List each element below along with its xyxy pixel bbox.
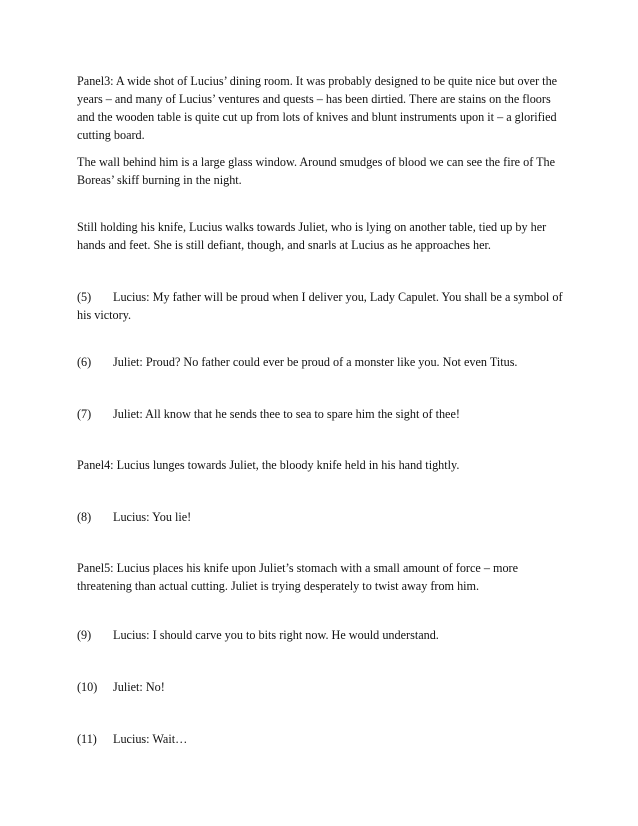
panel5-description: Panel5: Lucius places his knife upon Juliet’s stomach with a small amount of force – more threatening than actual cutting. Juliet is trying desperately to twist away from him.	[77, 561, 519, 593]
line-text: Lucius: I should carve you to bits right now. He would understand.	[113, 628, 439, 642]
panel4-description: Panel4: Lucius lunges towards Juliet, the bloody knife held in his hand tightly.	[77, 458, 460, 472]
line-text: Juliet: No!	[113, 680, 165, 694]
line-number: (8)	[77, 510, 92, 524]
dialogue-line-5	[77, 288, 567, 324]
dialogue-line-10	[77, 678, 567, 696]
line-number: (10)	[77, 680, 98, 694]
dialogue-line-9	[77, 626, 567, 644]
dialogue-line-11	[77, 730, 567, 748]
dialogue-line-8	[77, 508, 567, 526]
line-number: (7)	[77, 407, 92, 421]
dialogue-line-6	[77, 353, 567, 371]
line-text: Lucius: My father will be proud when I deliver you, Lady Capulet. You shall be a symbol of his victory.	[77, 290, 563, 322]
line-text: Juliet: All know that he sends thee to sea to spare him the sight of thee!	[113, 407, 460, 421]
line-number: (11)	[77, 732, 97, 746]
line-number: (6)	[77, 355, 92, 369]
line-text: Lucius: You lie!	[113, 510, 192, 524]
wall-description: The wall behind him is a large glass window. Around smudges of blood we can see the fire of The Boreas’ skiff burning in the night.	[77, 155, 556, 187]
line-number: (9)	[77, 628, 92, 642]
line-text: Lucius: Wait…	[113, 732, 188, 746]
panel3-description: Panel3: A wide shot of Lucius’ dining room. It was probably designed to be quite nice but over the years – and many of Lucius’ ventures and quests – has been dirtied. There are stains on the floors and the wooden table is quite cut up from lots of knives and blunt instruments upon it – a glorified cutting board.	[77, 74, 558, 142]
still-holding-description: Still holding his knife, Lucius walks towards Juliet, who is lying on another table, tied up by her hands and feet. She is still defiant, though, and snarls at Lucius as he approaches her.	[77, 220, 547, 252]
line-number: (5)	[77, 290, 92, 304]
line-text: Juliet: Proud? No father could ever be proud of a monster like you. Not even Titus.	[113, 355, 518, 369]
dialogue-line-7	[77, 405, 567, 423]
